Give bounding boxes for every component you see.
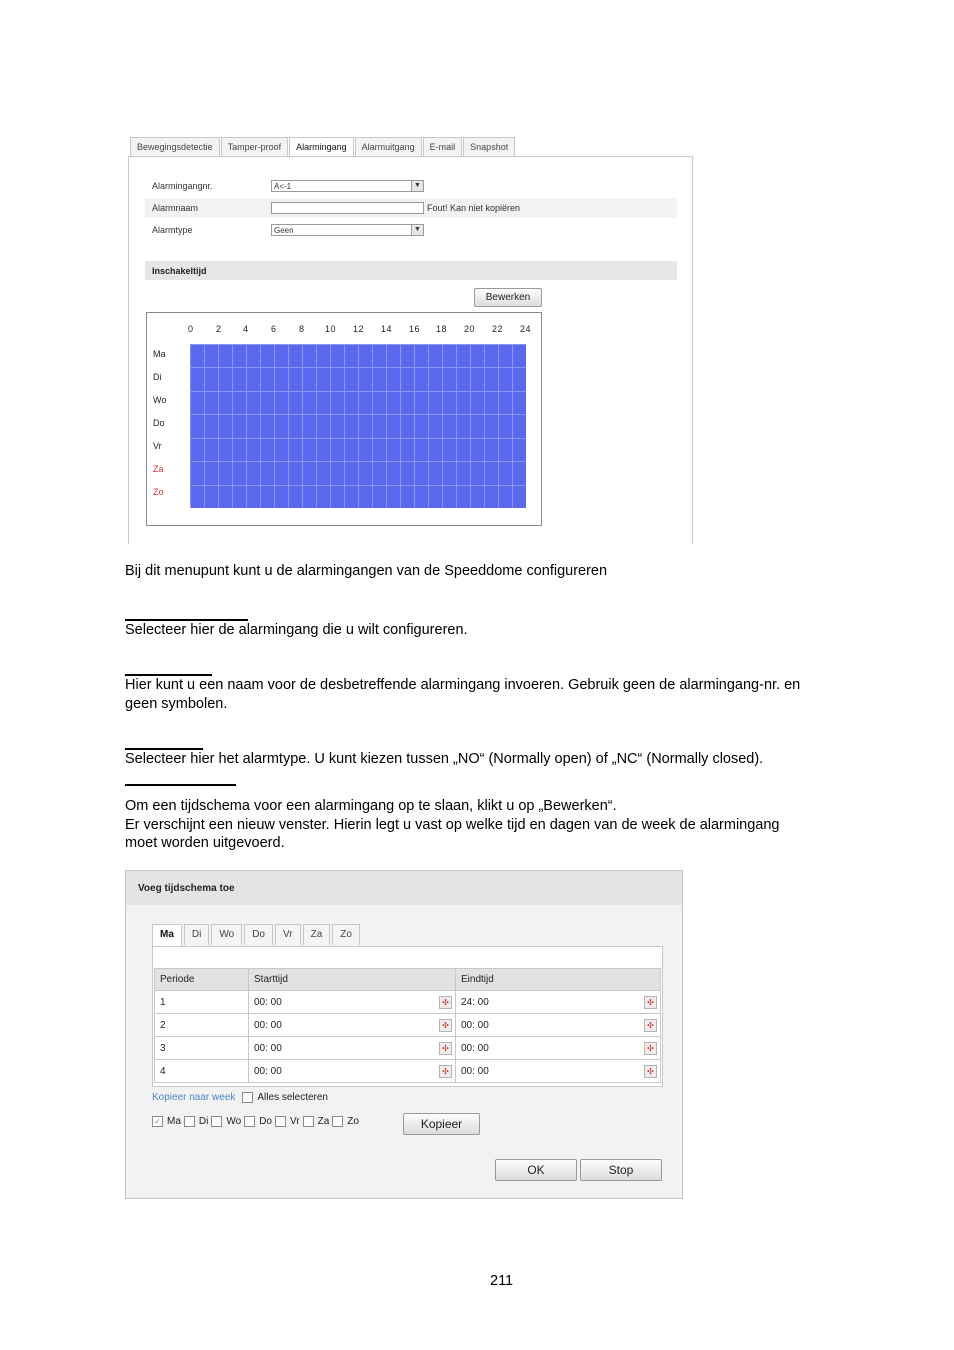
end-time-value: 00: 00 xyxy=(461,1019,489,1031)
copy-day-checkbox-thursday[interactable] xyxy=(244,1116,255,1127)
ok-button[interactable]: OK xyxy=(495,1159,577,1181)
table-row xyxy=(155,1037,661,1060)
schedule-grid[interactable] xyxy=(190,344,526,508)
tab-motion-detection[interactable]: Bewegingsdetectie xyxy=(130,137,220,156)
end-time-cell[interactable] xyxy=(456,1014,661,1037)
schedule-section-header xyxy=(145,261,677,280)
tab-monday[interactable]: Ma xyxy=(152,924,182,947)
table-header-row xyxy=(155,969,661,991)
clock-picker-icon[interactable]: ✣ xyxy=(439,1065,452,1078)
copy-day-label: Ma xyxy=(167,1116,181,1127)
clock-picker-icon[interactable]: ✣ xyxy=(644,996,657,1009)
start-time-value: 00: 00 xyxy=(254,1042,282,1054)
start-time-value: 00: 00 xyxy=(254,1065,282,1077)
tab-alarm-output[interactable]: Alarmuitgang xyxy=(355,137,422,156)
period-cell: 3 xyxy=(155,1037,249,1060)
table-row xyxy=(155,1014,661,1037)
period-table-panel xyxy=(152,946,663,1087)
alarm-input-settings-screenshot xyxy=(128,137,693,544)
alarm-name-label: Alarmnaam xyxy=(152,203,199,213)
dialog-title: Voeg tijdschema toe xyxy=(138,883,235,894)
tab-email[interactable]: E-mail xyxy=(423,137,463,156)
hour-label: 12 xyxy=(353,324,365,334)
copy-to-week-link[interactable]: Kopieer naar week xyxy=(152,1092,236,1103)
alarm-input-number-select[interactable] xyxy=(271,180,424,192)
chevron-down-icon[interactable]: ▼ xyxy=(411,181,423,191)
copy-day-checkbox-sunday[interactable] xyxy=(332,1116,343,1127)
tab-alarm-input[interactable]: Alarmingang xyxy=(289,137,354,158)
start-time-cell[interactable] xyxy=(249,1014,456,1037)
hour-label: 22 xyxy=(492,324,504,334)
period-table xyxy=(154,968,661,1083)
panel-border-left xyxy=(128,156,129,544)
day-label-monday: Ma xyxy=(153,349,166,359)
tabbar-divider xyxy=(128,156,693,157)
end-time-value: 24: 00 xyxy=(461,996,489,1008)
start-time-cell[interactable] xyxy=(249,1037,456,1060)
copy-day-checkbox-tuesday[interactable] xyxy=(184,1116,195,1127)
end-time-cell[interactable] xyxy=(456,1060,661,1083)
hour-label: 24 xyxy=(520,324,532,334)
alarm-name-description-line1: Hier kunt u een naam voor de desbetreffende alarmingang invoeren. Gebruik geen de alarmingang-nr. en xyxy=(125,677,801,693)
select-all-checkbox[interactable] xyxy=(242,1092,253,1103)
stop-button[interactable]: Stop xyxy=(580,1159,662,1181)
hour-label: 6 xyxy=(271,324,277,334)
day-label-tuesday: Di xyxy=(153,372,162,382)
copy-day-checkbox-monday[interactable]: ✓ xyxy=(152,1116,163,1127)
copy-to-week-row xyxy=(152,1092,328,1103)
tab-tamper-proof[interactable]: Tamper-proof xyxy=(221,137,289,156)
edit-schedule-button[interactable]: Bewerken xyxy=(474,288,542,307)
day-label-sunday: Zo xyxy=(153,487,164,497)
alarm-input-number-row xyxy=(145,176,677,196)
alarm-input-number-description: Selecteer hier de alarmingang die u wilt configureren. xyxy=(125,622,468,638)
hour-label: 2 xyxy=(216,324,222,334)
chevron-down-icon[interactable]: ▼ xyxy=(411,225,423,235)
copy-days-row xyxy=(152,1116,359,1127)
hour-label: 0 xyxy=(188,324,194,334)
copy-day-label: Di xyxy=(198,1116,209,1127)
schedule-description-line3: moet worden uitgevoerd. xyxy=(125,835,285,851)
schedule-section-title: Inschakeltijd xyxy=(152,266,207,276)
table-row xyxy=(155,991,661,1014)
alarm-name-row xyxy=(145,198,677,218)
dialog-titlebar xyxy=(126,871,682,905)
hour-label: 18 xyxy=(436,324,448,334)
tab-wednesday[interactable]: Wo xyxy=(211,924,242,945)
clock-picker-icon[interactable]: ✣ xyxy=(439,1019,452,1032)
alarm-type-row xyxy=(145,220,677,240)
alarm-type-label: Alarmtype xyxy=(152,225,193,235)
tab-tuesday[interactable]: Di xyxy=(184,924,209,945)
clock-picker-icon[interactable]: ✣ xyxy=(644,1065,657,1078)
copy-day-label: Wo xyxy=(226,1116,242,1127)
alarm-type-description: Selecteer hier het alarmtype. U kunt kiezen tussen „NO“ (Normally open) of „NC“ (Normally closed). xyxy=(125,751,764,767)
clock-picker-icon[interactable]: ✣ xyxy=(644,1042,657,1055)
settings-tabbar xyxy=(130,137,516,157)
schedule-description-line2: Er verschijnt een nieuw venster. Hierin legt u vast op welke tijd en dagen van de week de alarmingang xyxy=(125,816,780,833)
tab-snapshot[interactable]: Snapshot xyxy=(463,137,515,156)
start-time-value: 00: 00 xyxy=(254,1019,282,1031)
add-schedule-dialog xyxy=(125,870,683,1199)
clock-picker-icon[interactable]: ✣ xyxy=(644,1019,657,1032)
clock-picker-icon[interactable]: ✣ xyxy=(439,996,452,1009)
tab-friday[interactable]: Vr xyxy=(275,924,301,945)
alarm-type-select[interactable] xyxy=(271,224,424,236)
copy-day-checkbox-saturday[interactable] xyxy=(303,1116,314,1127)
clock-picker-icon[interactable]: ✣ xyxy=(439,1042,452,1055)
start-time-value: 00: 00 xyxy=(254,996,282,1008)
alarm-input-number-value: A<-1 xyxy=(274,182,292,191)
start-time-cell[interactable] xyxy=(249,991,456,1014)
alarm-name-error: Fout! Kan niet kopiëren xyxy=(427,203,521,213)
tab-sunday[interactable]: Zo xyxy=(332,924,360,945)
heading-underline xyxy=(125,784,236,786)
copy-day-label: Vr xyxy=(289,1116,300,1127)
period-cell: 2 xyxy=(155,1014,249,1037)
alarm-input-number-label: Alarmingangnr. xyxy=(152,181,213,191)
tab-saturday[interactable]: Za xyxy=(303,924,331,945)
hour-label: 10 xyxy=(325,324,337,334)
page-number: 211 xyxy=(490,1273,514,1289)
day-label-friday: Vr xyxy=(153,441,162,451)
copy-day-label: Za xyxy=(317,1116,330,1127)
schedule-description-line1: Om een tijdschema voor een alarmingang op te slaan, klikt u op „Bewerken“. xyxy=(125,798,617,814)
alarm-name-input[interactable] xyxy=(271,202,424,214)
day-label-thursday: Do xyxy=(153,418,165,428)
end-time-cell[interactable] xyxy=(456,991,661,1014)
schedule-description xyxy=(125,797,780,853)
hour-label: 8 xyxy=(299,324,305,334)
column-header-end: Eindtijd xyxy=(456,969,661,991)
day-tabbar xyxy=(152,924,362,946)
copy-day-checkbox-wednesday[interactable] xyxy=(211,1116,222,1127)
copy-day-label: Zo xyxy=(347,1116,359,1127)
alarm-name-description xyxy=(125,676,800,713)
copy-button[interactable]: Kopieer xyxy=(403,1113,480,1135)
start-time-cell[interactable] xyxy=(249,1060,456,1083)
end-time-cell[interactable] xyxy=(456,1037,661,1060)
end-time-value: 00: 00 xyxy=(461,1065,489,1077)
period-cell: 1 xyxy=(155,991,249,1014)
alarm-type-value: Geen xyxy=(274,226,294,235)
day-label-wednesday: Wo xyxy=(153,395,167,405)
table-row xyxy=(155,1060,661,1083)
select-all-label: Alles selecteren xyxy=(257,1092,328,1103)
column-header-period: Periode xyxy=(155,969,249,991)
hour-label: 20 xyxy=(464,324,476,334)
period-cell: 4 xyxy=(155,1060,249,1083)
panel-border-right xyxy=(692,156,693,544)
copy-day-label: Do xyxy=(259,1116,272,1127)
end-time-value: 00: 00 xyxy=(461,1042,489,1054)
hour-label: 4 xyxy=(243,324,249,334)
intro-text: Bij dit menupunt kunt u de alarmingangen van de Speeddome configureren xyxy=(125,563,608,579)
day-label-saturday: Za xyxy=(153,464,164,474)
tab-thursday[interactable]: Do xyxy=(244,924,273,945)
alarm-name-description-line2: geen symbolen. xyxy=(125,695,228,712)
hour-label: 14 xyxy=(381,324,393,334)
column-header-start: Starttijd xyxy=(249,969,456,991)
weekly-schedule xyxy=(146,312,542,526)
hour-label: 16 xyxy=(409,324,421,334)
copy-day-checkbox-friday[interactable] xyxy=(275,1116,286,1127)
